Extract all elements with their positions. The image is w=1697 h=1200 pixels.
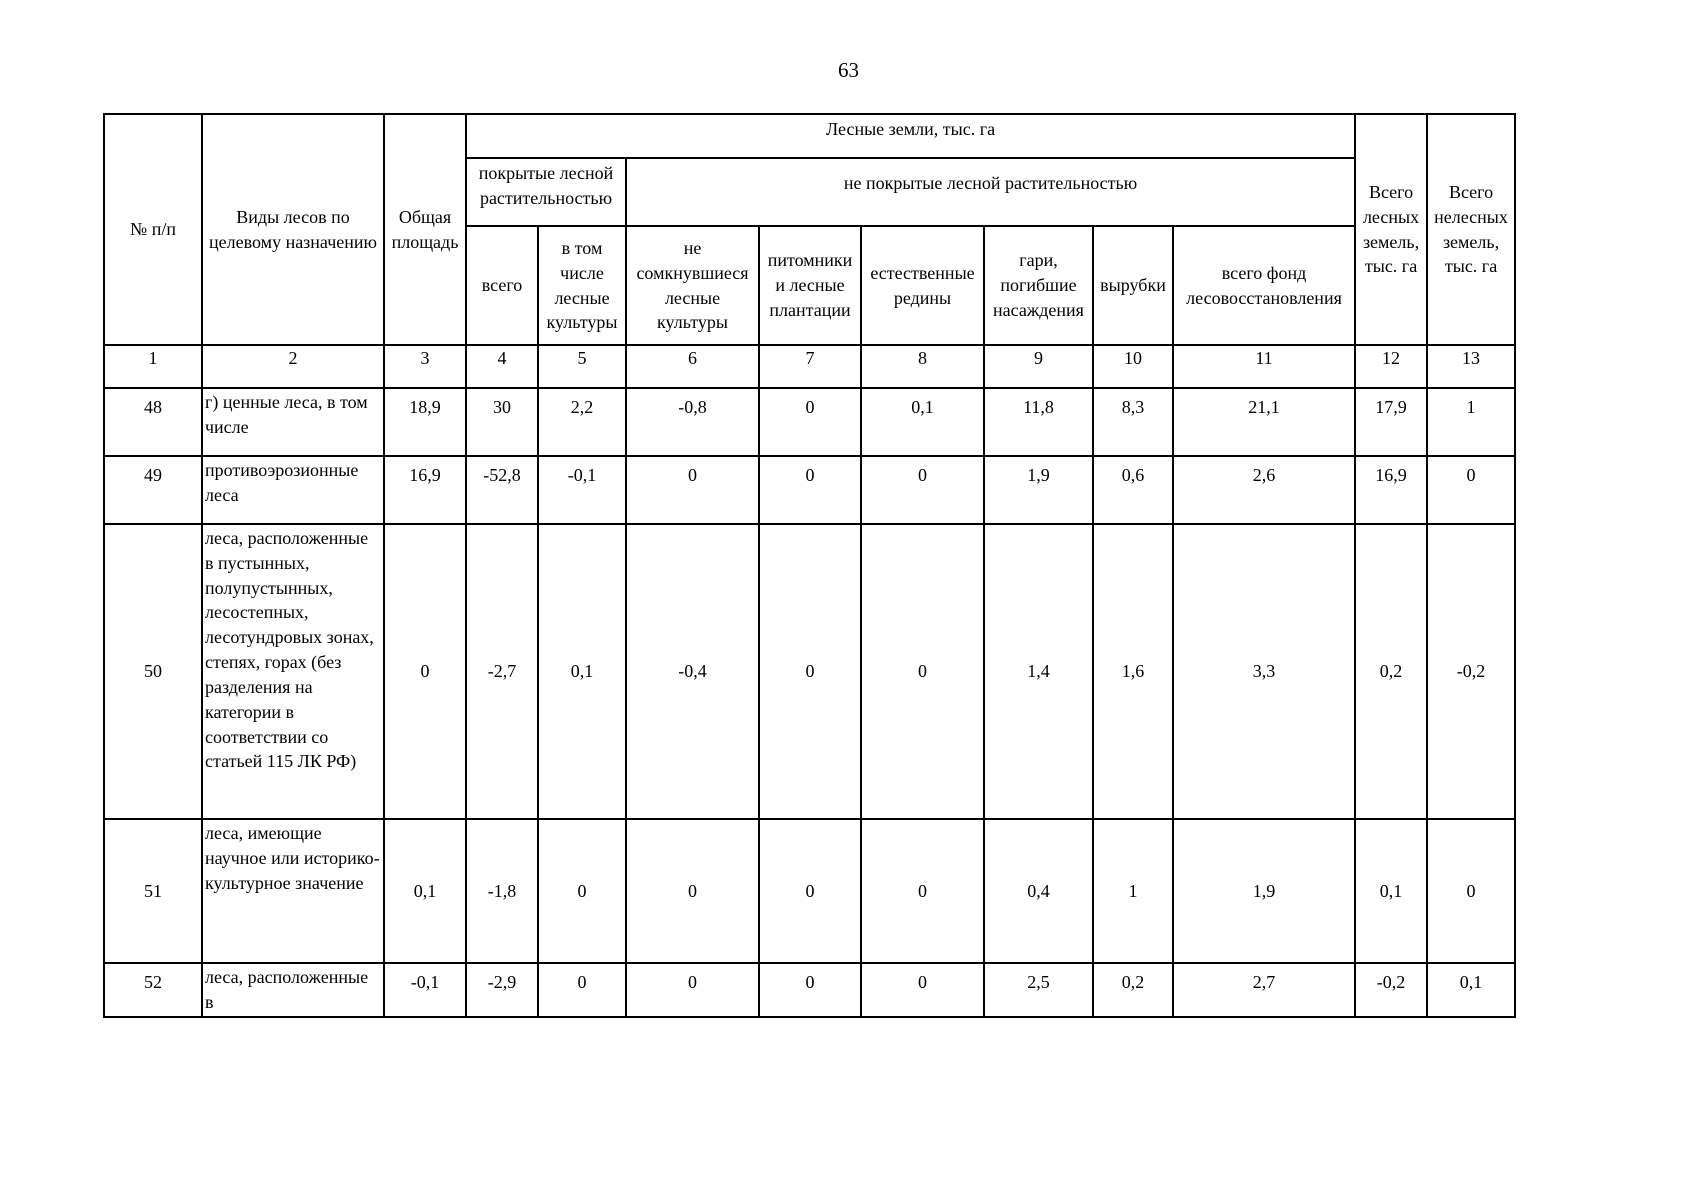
forest-lands-table xyxy=(103,113,1516,1018)
table-row xyxy=(104,963,1515,1017)
clearings-value: 1 xyxy=(1093,819,1173,963)
covered-total-value: 30 xyxy=(466,388,538,456)
nurseries-value: 0 xyxy=(759,819,861,963)
header-col-total-area: Общая площадь xyxy=(384,114,466,345)
burnt-value: 0,4 xyxy=(984,819,1093,963)
total-area-value: 18,9 xyxy=(384,388,466,456)
reforestation-fund-value: 1,9 xyxy=(1173,819,1355,963)
header-total-forest-lands: Всего лесных земель, тыс. га xyxy=(1355,114,1427,345)
total-nonforest-value: 1 xyxy=(1427,388,1515,456)
header-covered-total: всего xyxy=(466,226,538,345)
forest-type-name: противоэрозионные леса xyxy=(202,456,384,524)
covered-total-value: -2,7 xyxy=(466,524,538,819)
covered-total-value: -2,9 xyxy=(466,963,538,1017)
total-forest-value: 0,2 xyxy=(1355,524,1427,819)
covered-cultures-value: 2,2 xyxy=(538,388,626,456)
column-number: 11 xyxy=(1173,345,1355,388)
unclosed-cultures-value: -0,4 xyxy=(626,524,759,819)
total-forest-value: 0,1 xyxy=(1355,819,1427,963)
header-reforestation-fund: всего фонд лесовосстановления xyxy=(1173,226,1355,345)
total-nonforest-value: 0 xyxy=(1427,456,1515,524)
total-area-value: 0,1 xyxy=(384,819,466,963)
unclosed-cultures-value: 0 xyxy=(626,456,759,524)
header-col-no: № п/п xyxy=(104,114,202,345)
total-nonforest-value: -0,2 xyxy=(1427,524,1515,819)
table-row xyxy=(104,388,1515,456)
header-covered-cultures: в том числе лесные культуры xyxy=(538,226,626,345)
table-row xyxy=(104,524,1515,819)
forest-type-name: г) ценные леса, в том числе xyxy=(202,388,384,456)
covered-total-value: -1,8 xyxy=(466,819,538,963)
forest-type-name: леса, имеющие научное или историко-культурное значение xyxy=(202,819,384,963)
column-number: 3 xyxy=(384,345,466,388)
header-burnt: гари, погибшие насаждения xyxy=(984,226,1093,345)
reforestation-fund-value: 2,7 xyxy=(1173,963,1355,1017)
total-forest-value: 16,9 xyxy=(1355,456,1427,524)
clearings-value: 8,3 xyxy=(1093,388,1173,456)
column-number: 2 xyxy=(202,345,384,388)
row-number: 49 xyxy=(104,456,202,524)
clearings-value: 1,6 xyxy=(1093,524,1173,819)
total-nonforest-value: 0,1 xyxy=(1427,963,1515,1017)
header-forest-lands: Лесные земли, тыс. га xyxy=(466,114,1355,158)
nurseries-value: 0 xyxy=(759,456,861,524)
covered-cultures-value: 0 xyxy=(538,819,626,963)
column-number-row xyxy=(104,345,1515,388)
total-nonforest-value: 0 xyxy=(1427,819,1515,963)
unclosed-cultures-value: 0 xyxy=(626,819,759,963)
header-col-forest-type: Виды лесов по целевому назначению xyxy=(202,114,384,345)
table-body xyxy=(104,388,1515,1017)
table-header xyxy=(104,114,1515,388)
header-total-nonforest-lands: Всего нелесных земель, тыс. га xyxy=(1427,114,1515,345)
burnt-value: 2,5 xyxy=(984,963,1093,1017)
burnt-value: 11,8 xyxy=(984,388,1093,456)
column-number: 5 xyxy=(538,345,626,388)
reforestation-fund-value: 3,3 xyxy=(1173,524,1355,819)
covered-cultures-value: 0 xyxy=(538,963,626,1017)
total-area-value: 16,9 xyxy=(384,456,466,524)
unclosed-cultures-value: -0,8 xyxy=(626,388,759,456)
header-nurseries: питомники и лесные плантации xyxy=(759,226,861,345)
row-number: 52 xyxy=(104,963,202,1017)
forest-type-name: леса, расположенные в пустынных, полупустынных, лесостепных, лесотундровых зонах, степях, горах (без разделения на категории в соответствии со статьей 115 ЛК РФ) xyxy=(202,524,384,819)
row-number: 48 xyxy=(104,388,202,456)
row-number: 50 xyxy=(104,524,202,819)
burnt-value: 1,4 xyxy=(984,524,1093,819)
burnt-value: 1,9 xyxy=(984,456,1093,524)
table-row xyxy=(104,456,1515,524)
natural-sparse-value: 0 xyxy=(861,963,984,1017)
header-covered: покрытые лесной растительностью xyxy=(466,158,626,226)
reforestation-fund-value: 2,6 xyxy=(1173,456,1355,524)
total-area-value: 0 xyxy=(384,524,466,819)
column-number: 9 xyxy=(984,345,1093,388)
column-number: 4 xyxy=(466,345,538,388)
forest-type-name: леса, расположенные в xyxy=(202,963,384,1017)
header-not-covered: не покрытые лесной растительностью xyxy=(626,158,1355,226)
header-clearings: вырубки xyxy=(1093,226,1173,345)
column-number: 13 xyxy=(1427,345,1515,388)
total-forest-value: 17,9 xyxy=(1355,388,1427,456)
column-number: 8 xyxy=(861,345,984,388)
row-number: 51 xyxy=(104,819,202,963)
natural-sparse-value: 0 xyxy=(861,456,984,524)
table-row xyxy=(104,819,1515,963)
clearings-value: 0,6 xyxy=(1093,456,1173,524)
natural-sparse-value: 0 xyxy=(861,524,984,819)
column-number: 7 xyxy=(759,345,861,388)
covered-cultures-value: -0,1 xyxy=(538,456,626,524)
column-number: 12 xyxy=(1355,345,1427,388)
column-number: 10 xyxy=(1093,345,1173,388)
covered-total-value: -52,8 xyxy=(466,456,538,524)
total-area-value: -0,1 xyxy=(384,963,466,1017)
nurseries-value: 0 xyxy=(759,524,861,819)
covered-cultures-value: 0,1 xyxy=(538,524,626,819)
natural-sparse-value: 0,1 xyxy=(861,388,984,456)
natural-sparse-value: 0 xyxy=(861,819,984,963)
header-natural-sparse: естественные редины xyxy=(861,226,984,345)
clearings-value: 0,2 xyxy=(1093,963,1173,1017)
unclosed-cultures-value: 0 xyxy=(626,963,759,1017)
column-number: 1 xyxy=(104,345,202,388)
page-number: 63 xyxy=(838,58,859,82)
nurseries-value: 0 xyxy=(759,963,861,1017)
reforestation-fund-value: 21,1 xyxy=(1173,388,1355,456)
column-number: 6 xyxy=(626,345,759,388)
nurseries-value: 0 xyxy=(759,388,861,456)
total-forest-value: -0,2 xyxy=(1355,963,1427,1017)
header-unclosed-cultures: не сомкнувшиеся лесные культуры xyxy=(626,226,759,345)
